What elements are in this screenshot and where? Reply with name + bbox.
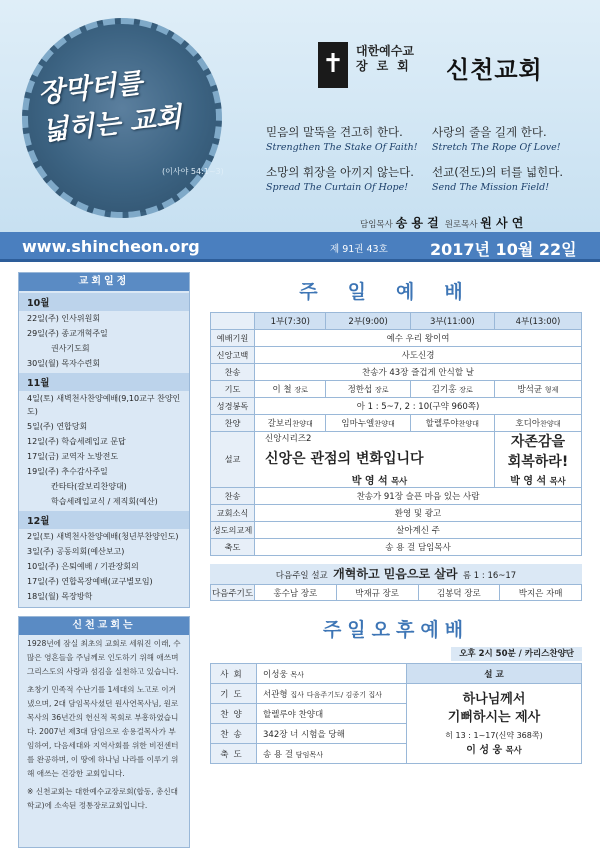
- left-column: [18, 272, 190, 848]
- table-row: 축도 송 용 걸 담임목사: [211, 744, 582, 764]
- schedule-item: 4일(토) 새벽천사찬양예배(9,10교구 찬양인도): [27, 394, 181, 416]
- schedule-item: 권사기도회: [51, 344, 90, 353]
- main-column: [210, 272, 582, 764]
- about-paragraph: 1928년에 잠실 최초의 교회로 세워진 이래, 수많은 영혼들을 주님께로 인도하기 위해 애쓰며 그리스도의 사랑과 섬김을 실천하고 있습니다.: [27, 639, 181, 676]
- schedule-item: 17일(주) 연합목장예배(교구별모임): [27, 577, 153, 586]
- table-row: 기도 이 철 장로 정한섭 장로 김기홍 장로 방석균 형제: [211, 381, 582, 398]
- about-paragraph: 초창기 민족적 수난기를 1세대의 노고로 이겨 냈으며, 2대 담임목사셨던 원사연목사님, 원로목사의 36년간의 헌신적 목회로 부흥하였습니다. 2007년 제3대 담임으로 송용걸목사가 부임하여, 다음세대와 지역사회를 위한 비전센터를 완공하며, 이 땅에 하나님 나라를 이루기 위해 애쓰는 건강한 교회입니다.: [27, 685, 179, 778]
- next-week-sermon: 다음주일 설교 개혁하고 믿음으로 살라 롬 1 : 16~17: [210, 564, 582, 584]
- table-row: 1부(7:30) 2부(9:00) 3부(11:00) 4부(13:00): [211, 313, 582, 330]
- pastors-line: 담임목사 송 용 걸 원로목사 원 사 연: [360, 216, 524, 230]
- schedule-item: 19일(주) 추수감사주일: [27, 467, 108, 476]
- table-row: 찬송 찬송가 91장 슬픈 마음 있는 사람: [211, 488, 582, 505]
- schedule-item: 3일(주) 공동의회(예산보고): [27, 547, 125, 556]
- afternoon-title: 주일오후예배: [322, 619, 470, 641]
- table-row: 축도 송 용 걸 담임목사: [211, 539, 582, 556]
- afternoon-time: 오후 2시 50분 / 카리스찬양단: [210, 647, 582, 659]
- table-row: 성도의교제 살아계신 주: [211, 522, 582, 539]
- motto-mission: 선교(전도)의 터를 넓힌다. Send The Mission Field!: [432, 165, 564, 193]
- month-heading: 12월: [19, 511, 189, 529]
- schedule-item: 5일(주) 연합당회: [27, 422, 88, 431]
- schedule-item: 10일(주) 은퇴예배 / 기관장회의: [27, 562, 139, 571]
- table-row: 설교 신앙시리즈2 신앙은 관점의 변화입니다 박 영 석 목사 자존감을 회복하라! 박 영 석 목사: [211, 432, 582, 488]
- table-row: 찬송 찬송가 43장 즐겁게 안식할 날: [211, 364, 582, 381]
- schedule-item: 17일(금) 교역자 노방전도: [27, 452, 119, 461]
- sermon-cell-4: 자존감을 회복하라! 박 영 석 목사: [494, 432, 581, 488]
- bulletin-date: 2017년 10월 22일: [430, 240, 577, 259]
- month-heading: 10월: [19, 293, 189, 311]
- schedule-item: 22일(주) 인사위원회: [27, 314, 101, 323]
- about-title: 신천교회는: [19, 617, 189, 635]
- denomination: 대한예수교 장로회: [356, 44, 418, 73]
- slogan-reference: (이사야 54:1~3): [162, 167, 224, 176]
- table-row: 찬송 342장 너 시험을 당해: [211, 724, 582, 744]
- table-row: 성경봉독 아 1 : 5~7, 2 : 10(구약 960쪽): [211, 398, 582, 415]
- header-banner: [0, 0, 600, 232]
- about-box: [18, 616, 190, 848]
- next-week-duty: 다음주기도 홍수남 장로 박재규 장로 김봉덕 장로 박지은 자매: [210, 584, 582, 601]
- motto-love: 사랑의 줄을 길게 한다. Stretch The Rope Of Love!: [432, 125, 561, 153]
- schedule-item: 칸타타(갈보리찬양대): [51, 482, 127, 491]
- volume-number: 제 91권 43호: [330, 244, 388, 255]
- schedule-item: 2일(토) 새벽천사찬양예배(청년부찬양인도): [27, 532, 179, 541]
- schedule-box: [18, 272, 190, 608]
- afternoon-sermon: 하나님께서 기뻐하시는 제사 히 13 : 1~17(신약 368쪽) 이 성 웅 목사: [407, 684, 582, 764]
- schedule-item: 18일(월) 목장방학: [27, 592, 93, 601]
- table-row: 기도 서관형 집사 다음주기도/ 김종기 집사 하나님께서 기뻐하시는 제사 히 13 : 1~17(신약 368쪽) 이 성 웅 목사: [211, 684, 582, 704]
- table-row: 교회소식 환영 및 광고: [211, 505, 582, 522]
- schedule-item: 12일(주) 학습세례입교 문답: [27, 437, 126, 446]
- banner-slogan: 장막터를 넓히는 교회: [36, 67, 183, 148]
- cross-logo-icon: ✝: [318, 42, 348, 88]
- motto-hope: 소망의 휘장을 아끼지 않는다. Spread The Curtain Of Hope!: [266, 165, 414, 193]
- table-row: 찬양 할렐루야 찬양대: [211, 704, 582, 724]
- schedule-title: 교회일정: [19, 273, 189, 291]
- service-title: 주일예배: [299, 281, 493, 303]
- website-link[interactable]: www.shincheon.org: [22, 237, 200, 256]
- month-heading: 11월: [19, 373, 189, 391]
- table-row: 찬양 갈보리찬양대 임마누엘찬양대 할렐루야찬양대 호디아찬양대: [211, 415, 582, 432]
- table-row: 신앙고백 사도신경: [211, 347, 582, 364]
- schedule-item: 30일(월) 목자수련회: [27, 359, 101, 368]
- worship-order-table: [210, 312, 582, 556]
- afternoon-table: [210, 663, 582, 764]
- table-row: 예배기원 예수 우리 왕이여: [211, 330, 582, 347]
- schedule-item: 29일(주) 종교개혁주일: [27, 329, 108, 338]
- church-name: 신천교회: [446, 56, 543, 84]
- info-bar: [0, 232, 600, 262]
- about-note: ※ 신천교회는 대한예수교장로회(합동, 총신대학교)에 소속된 정통장로교회입니다.: [27, 787, 179, 810]
- schedule-item: 학습세례입교식 / 제직회(예산): [51, 497, 158, 506]
- table-row: 사회 이성웅 목사 설 교: [211, 664, 582, 684]
- sermon-cell: 신앙시리즈2 신앙은 관점의 변화입니다 박 영 석 목사: [255, 432, 495, 488]
- motto-faith: 믿음의 말뚝을 견고히 한다. Strengthen The Stake Of Faith!: [266, 125, 418, 153]
